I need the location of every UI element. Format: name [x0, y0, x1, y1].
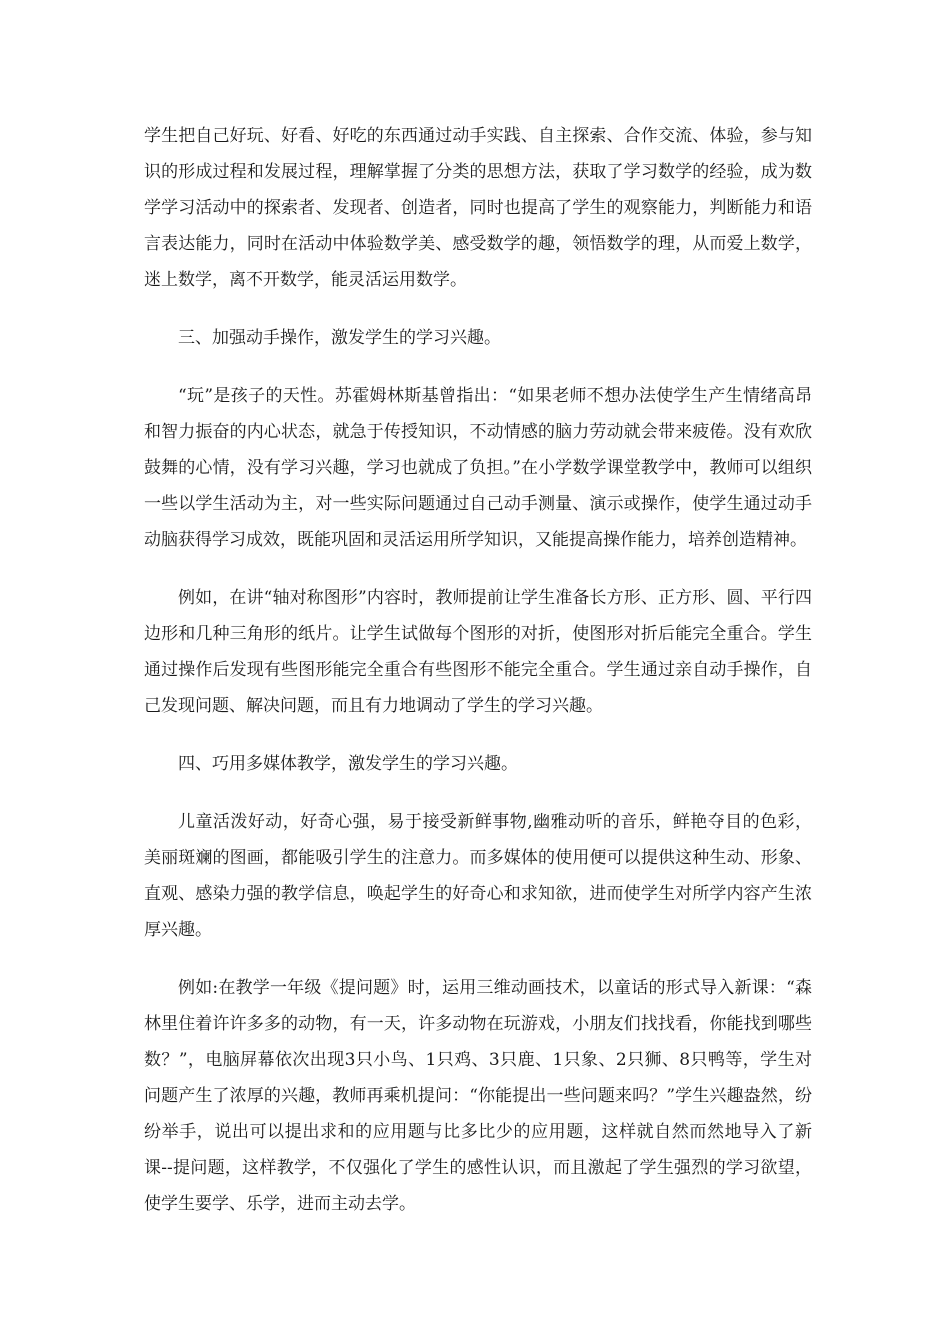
paragraph-4: 儿童活泼好动，好奇心强，易于接受新鲜事物,幽雅动听的音乐，鲜艳夺目的色彩，美丽斑斓的图画，都能吸引学生的注意力。而多媒体的使用便可以提供这种生动、形象、直观、感染力强的教学信息，唤起学生的好奇心和求知欲，进而使学生对所学内容产生浓厚兴趣。 [144, 812, 812, 940]
section-heading-3: 三、加强动手操作，激发学生的学习兴趣。 [178, 328, 501, 348]
section-heading-4: 四、巧用多媒体教学，激发学生的学习兴趣。 [178, 754, 518, 774]
paragraph-2: “玩”是孩子的天性。苏霍姆林斯基曾指出：“如果老师不想办法使学生产生情绪高昂和智力振奋的内心状态，就急于传授知识，不动情感的脑力劳动就会带来疲倦。没有欢欣鼓舞的心情，没有学习兴趣，学习也就成了负担。”在小学数学课堂教学中，教师可以组织一些以学生活动为主，对一些实际问题通过自己动手测量、演示或操作，使学生通过动手动脑获得学习成效，既能巩固和灵活运用所学知识，又能提高操作能力，培养创造精神。 [144, 386, 812, 550]
document-body [144, 118, 812, 1244]
paragraph-5: 例如:在教学一年级《提问题》时，运用三维动画技术，以童话的形式导入新课：“森林里住着许许多多的动物，有一天，许多动物在玩游戏，小朋友们找找看，你能找到哪些数？”，电脑屏幕依次出现3只小鸟、1只鸡、3只鹿、1只象、2只狮、8只鸭等，学生对问题产生了浓厚的兴趣，教师再乘机提问：“你能提出一些问题来吗？”学生兴趣盎然，纷纷举手，说出可以提出求和的应用题与比多比少的应用题，这样就自然而然地导入了新课--提问题，这样教学，不仅强化了学生的感性认识，而且激起了学生强烈的学习欲望，使学生要学、乐学，进而主动去学。 [144, 978, 812, 1214]
paragraph-3: 例如，在讲“轴对称图形”内容时，教师提前让学生准备长方形、正方形、圆、平行四边形和几种三角形的纸片。让学生试做每个图形的对折，使图形对折后能完全重合。学生通过操作后发现有些图形能完全重合有些图形不能完全重合。学生通过亲自动手操作，自己发现问题、解决问题，而且有力地调动了学生的学习兴趣。 [144, 588, 812, 716]
paragraph-1: 学生把自己好玩、好看、好吃的东西通过动手实践、自主探索、合作交流、体验，参与知识的形成过程和发展过程，理解掌握了分类的思想方法，获取了学习数学的经验，成为数学学习活动中的探索者、发现者、创造者，同时也提高了学生的观察能力，判断能力和语言表达能力，同时在活动中体验数学美、感受数学的趣，领悟数学的理，从而爱上数学，迷上数学，离不开数学，能灵活运用数学。 [144, 126, 812, 290]
